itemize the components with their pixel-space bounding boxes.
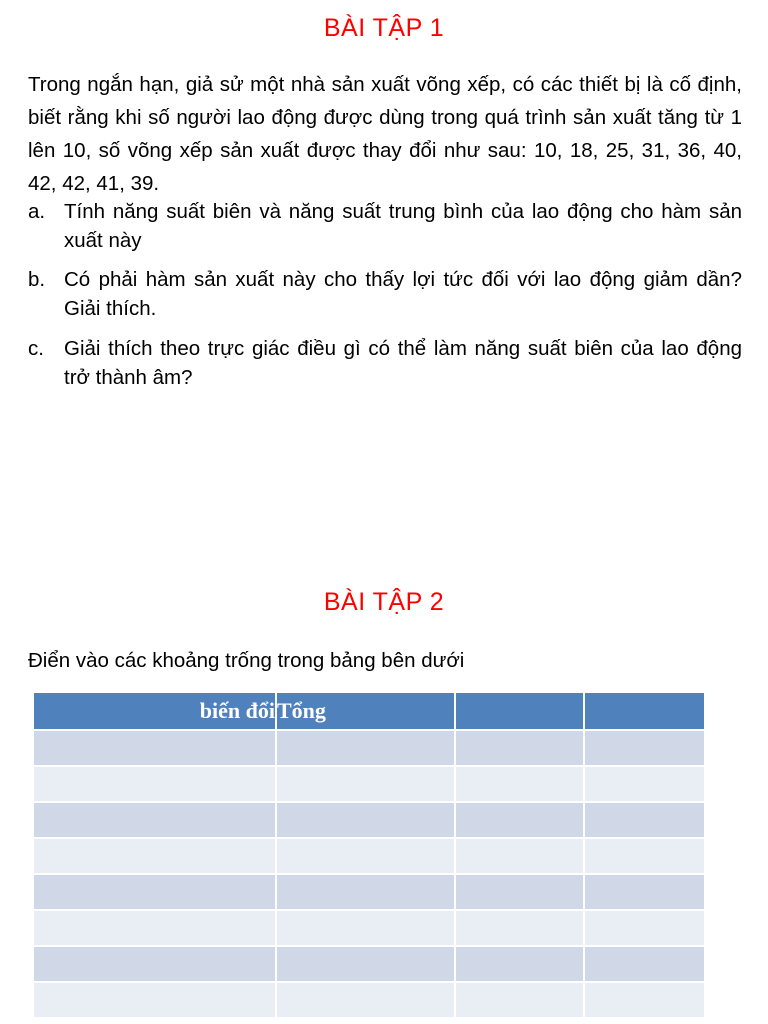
table-cell <box>584 730 705 766</box>
table-cell <box>455 766 584 802</box>
exercise1-intro: Trong ngắn hạn, giả sử một nhà sản xuất võng xếp, có các thiết bị là cố định, biết rằng khi số người lao động được dùng trong quá trình sản xuất tăng từ 1 lên 10, số võng xếp sản xuất được thay đổi như sau: 10, 18, 25, 31, 36, 40, 42, 42, 41, 39. <box>28 73 742 195</box>
table-row <box>33 874 705 910</box>
table-cell <box>455 874 584 910</box>
table-cell <box>455 838 584 874</box>
table-row <box>33 910 705 946</box>
table-cell <box>584 838 705 874</box>
table-cell <box>33 802 276 838</box>
table-row <box>33 766 705 802</box>
table-cell <box>33 874 276 910</box>
question-b-text: Có phải hàm sản xuất này cho thấy lợi tức đối với lao động giảm dần? Giải thích. <box>64 268 742 320</box>
table-cell <box>584 910 705 946</box>
question-c-marker: c. <box>28 337 44 360</box>
table-cell <box>33 730 276 766</box>
table-cell <box>584 874 705 910</box>
question-a-text: Tính năng suất biên và năng suất trung bình của lao động cho hàm sản xuất này <box>64 200 742 252</box>
question-c <box>28 334 742 392</box>
question-a-marker: a. <box>28 200 46 223</box>
table-row <box>33 802 705 838</box>
table-row <box>33 946 705 982</box>
exercise1-title: BÀI TẬP 1 <box>323 14 445 42</box>
table-cell <box>33 910 276 946</box>
table-cell <box>276 730 455 766</box>
table-cell <box>276 802 455 838</box>
table-cell <box>584 982 705 1018</box>
table-cell <box>276 874 455 910</box>
table-cell <box>276 910 455 946</box>
table-cell <box>455 802 584 838</box>
table-cell <box>584 946 705 982</box>
exercise2-title: BÀI TẬP 2 <box>323 588 445 616</box>
table-cell <box>276 946 455 982</box>
table-row <box>33 838 705 874</box>
exercise2-instruction: Điển vào các khoảng trống trong bảng bên dưới <box>28 649 465 672</box>
header-tong: Tổng <box>276 692 455 730</box>
table-cell <box>33 838 276 874</box>
table-cell <box>276 982 455 1018</box>
header-blank-3 <box>455 692 584 730</box>
table-cell <box>276 838 455 874</box>
table-cell <box>455 910 584 946</box>
table-cell <box>276 766 455 802</box>
table-cell <box>455 982 584 1018</box>
table-cell <box>455 946 584 982</box>
table-header-row <box>33 692 705 730</box>
header-blank-4 <box>584 692 705 730</box>
table-cell <box>584 802 705 838</box>
table-cell <box>33 766 276 802</box>
fill-in-table <box>32 691 706 1019</box>
question-a <box>28 197 742 255</box>
question-b <box>28 265 742 323</box>
header-bien-doi: biến đổi <box>33 692 276 730</box>
table-cell <box>33 982 276 1018</box>
table-cell <box>455 730 584 766</box>
table-row <box>33 982 705 1018</box>
table-cell <box>584 766 705 802</box>
question-c-text: Giải thích theo trực giác điều gì có thể làm năng suất biên của lao động trở thành âm? <box>64 337 742 389</box>
table-row <box>33 730 705 766</box>
question-b-marker: b. <box>28 268 46 291</box>
table-cell <box>33 946 276 982</box>
